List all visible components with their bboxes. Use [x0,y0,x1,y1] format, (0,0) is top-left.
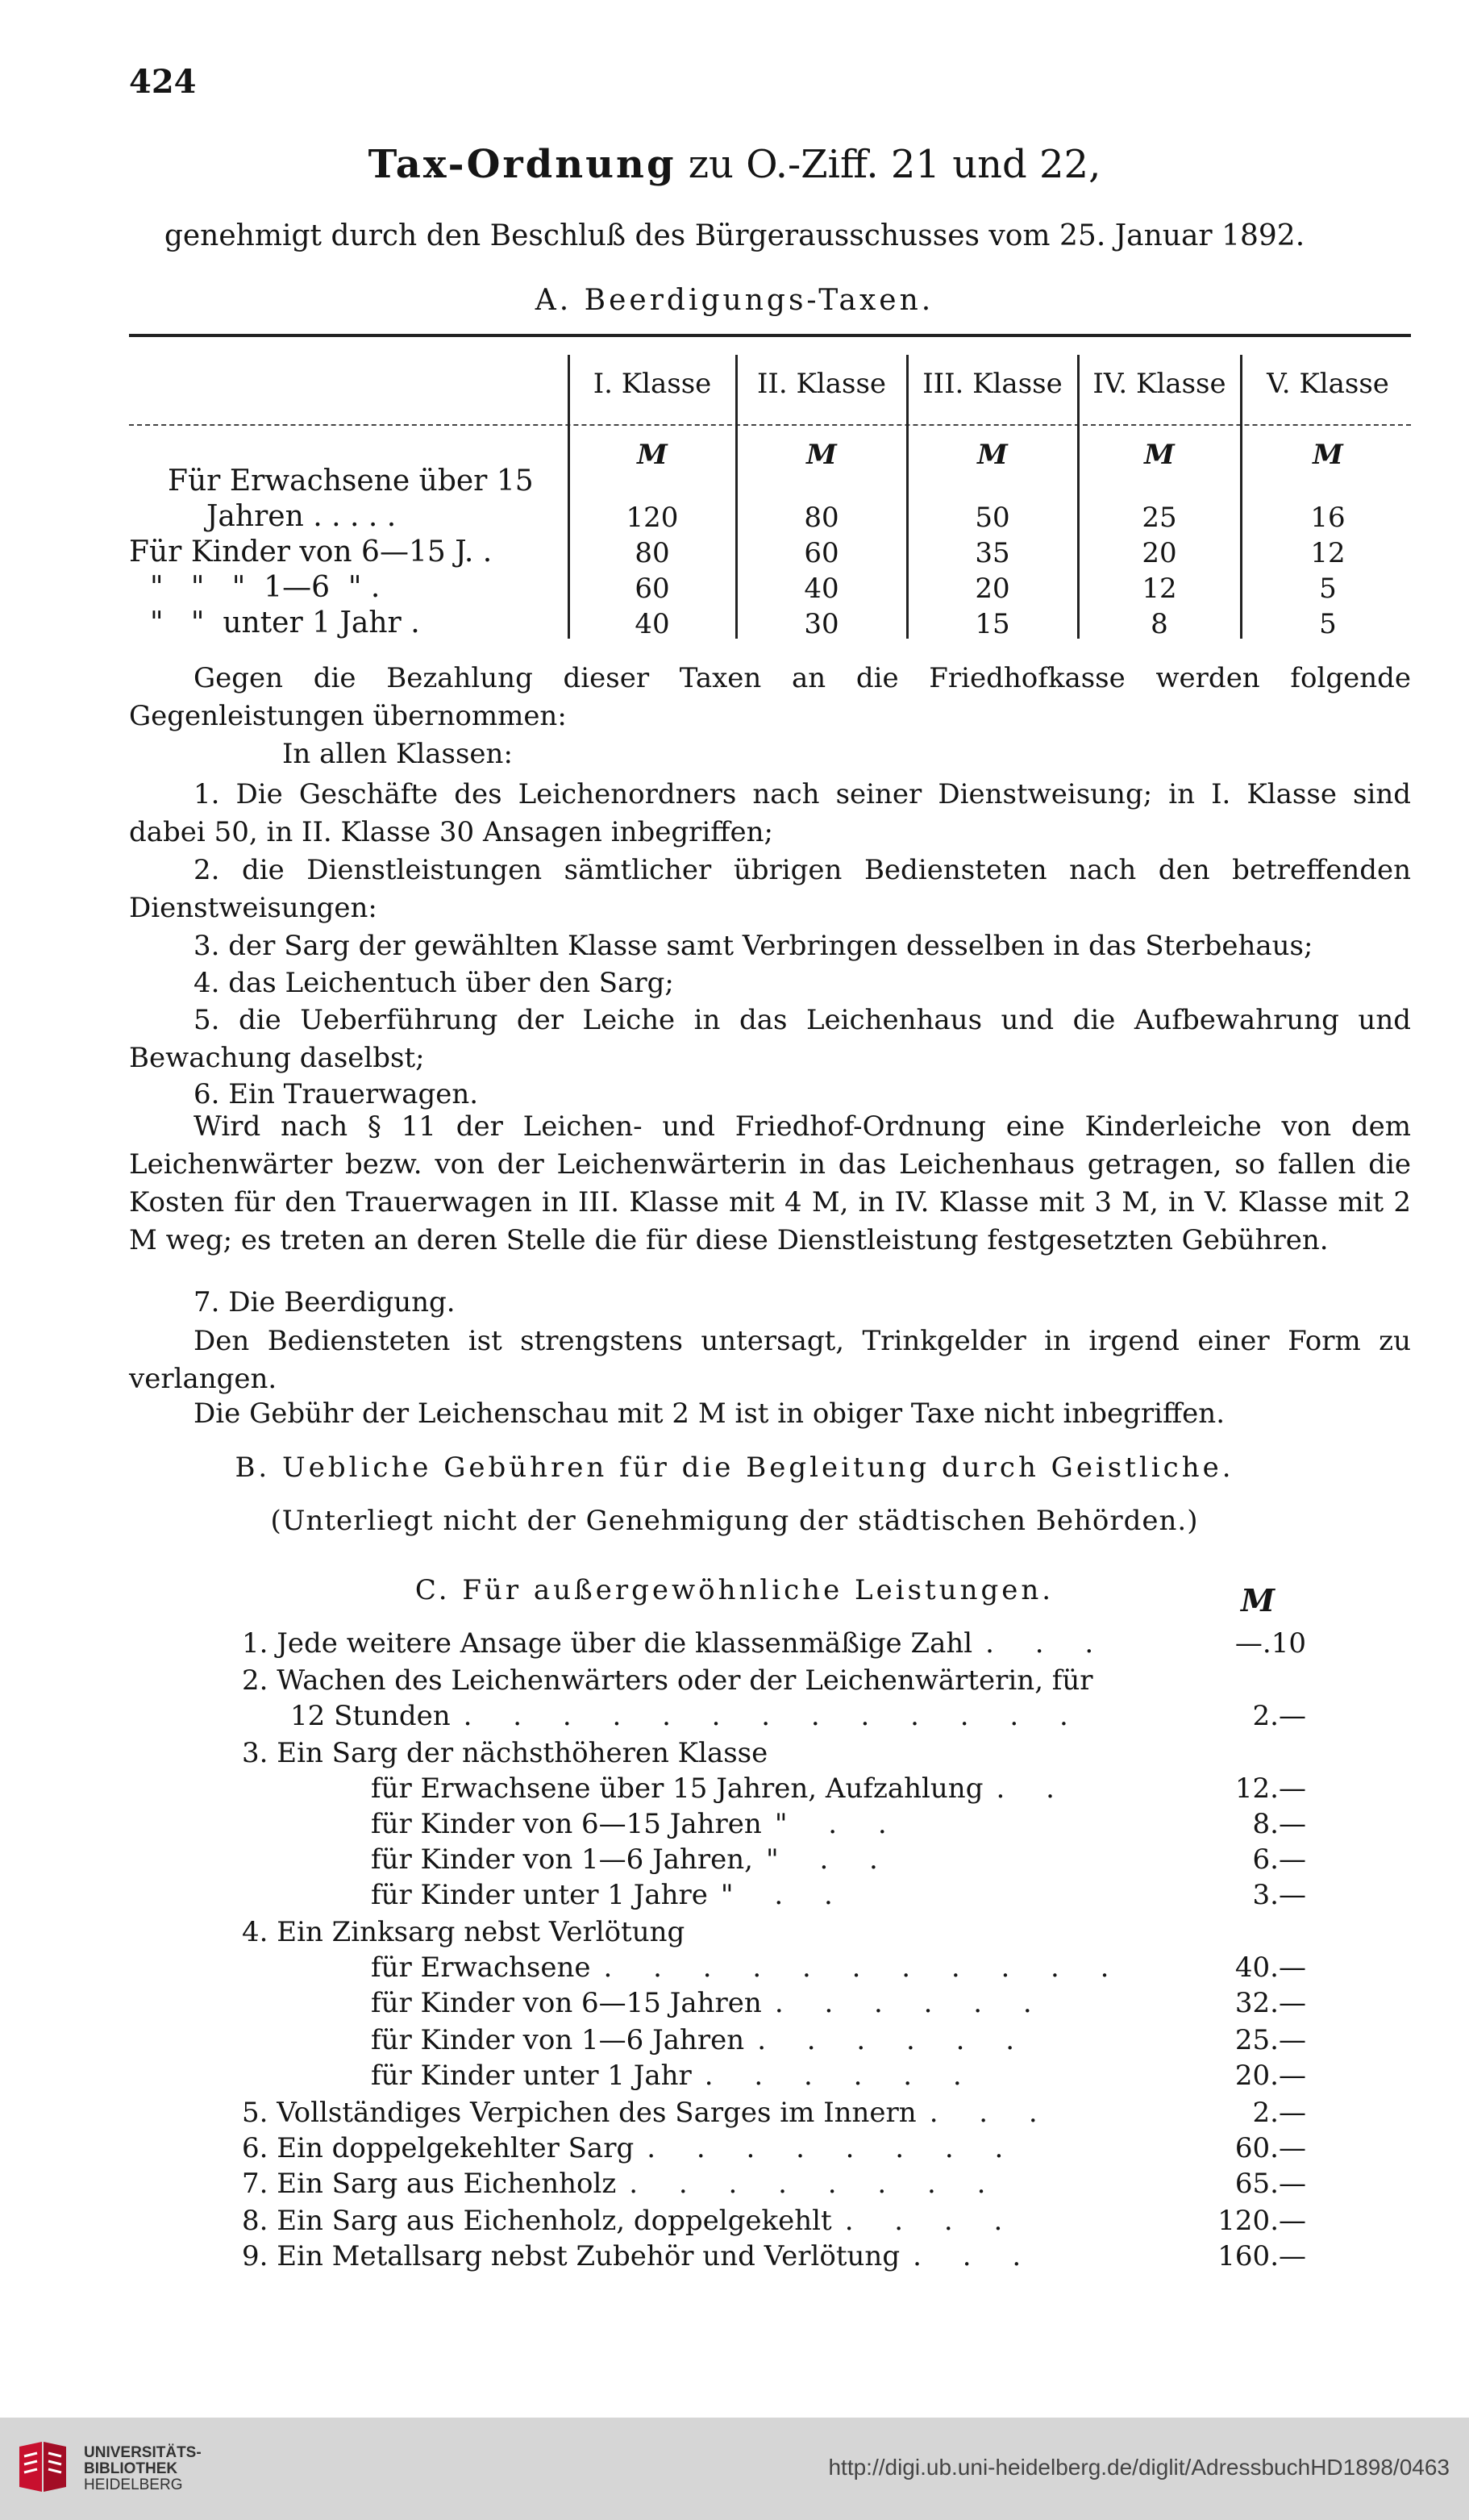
fee-line-value: 120.— [1217,2205,1306,2237]
section-a-title: A. Beerdigungs-Taxen. [535,284,934,317]
list-item: 2. die Dienstleistungen sämtlicher übrigen Bediensteten nach den betreffenden Dienstweisungen: [129,854,1411,924]
fee-line-dots: " . . [720,1879,849,1911]
fee-line [242,2240,1037,2272]
table-cell: 5 [1319,573,1337,605]
table-cell: 40 [635,608,670,640]
fee-line-text: für Kinder von 6—15 Jahren [371,1808,762,1840]
footer-bar [0,2418,1469,2520]
logo-line: BIBLIOTHEK [84,2460,178,2477]
table-cell: 35 [975,537,1010,569]
table-column-separator [906,355,909,639]
fee-line-value: 12.— [1234,1772,1306,1805]
fee-line [242,2097,1054,2129]
fee-line-dots: " . . [774,1808,903,1840]
fee-line-text: 8. Ein Sarg aus Eichenholz, doppelgekehlt [242,2205,832,2237]
fee-line-dots: . . . . . . [757,2024,1031,2056]
fee-line-value: 2.— [1252,1700,1306,1732]
table-column-separator [1077,355,1080,639]
page-title [0,142,1469,187]
fee-line-value: 3.— [1252,1879,1306,1911]
fee-line [371,2060,978,2092]
fee-line-value: 6.— [1252,1843,1306,1876]
table-top-rule [129,334,1411,337]
table-cell: 16 [1310,502,1346,534]
fee-line-value: 60.— [1234,2132,1306,2164]
fee-line [242,1916,685,1948]
table-cell: 12 [1142,573,1177,605]
title-rest: zu O.-Ziff. 21 und 22, [688,142,1101,187]
unit-marker: M [977,439,1008,471]
table-cell: 20 [975,573,1010,605]
fee-line-text: für Kinder von 1—6 Jahren, [371,1843,753,1876]
row-label: Für Erwachsene über 15 [168,464,534,498]
fee-line-text: für Erwachsene [371,1951,591,1984]
table-cell: 5 [1319,608,1337,640]
fee-line-text: für Kinder unter 1 Jahre [371,1879,708,1911]
fee-line-value: 25.— [1234,2024,1306,2056]
fee-line-text: 12 Stunden [290,1700,451,1732]
fee-line-dots: . . . . . . [774,1987,1048,2019]
logo-line: UNIVERSITÄTS- [84,2444,202,2461]
fee-line [371,1879,849,1911]
list-item: 3. der Sarg der gewählten Klasse samt Verbringen desselben in das Sterbehaus; [194,930,1313,962]
unit-marker: M [1313,439,1343,471]
table-cell: 60 [804,537,839,569]
row-label: Für Kinder von 6—15 J. . [129,535,493,569]
intro-paragraph: Gegen die Bezahlung dieser Taxen an die Friedhofkasse werden folgende Gegenleistungen übernommen: [129,662,1411,732]
fee-line [242,2205,1018,2237]
fee-line-dots: . . . . . . [704,2060,978,2092]
title-main: Tax-Ordnung [368,142,676,187]
fee-line-text: für Erwachsene über 15 Jahren, Aufzahlung [371,1772,984,1805]
fee-line-text: für Kinder von 1—6 Jahren [371,2024,745,2056]
column-header: III. Klasse [922,368,1063,400]
list-item: 5. die Ueberführung der Leiche in das Leichenhaus und die Aufbewahrung und Bewachung daselbst; [129,1004,1411,1074]
fee-line [242,1664,1093,1697]
fee-line-value: 40.— [1234,1951,1306,1984]
fee-line [242,2168,1001,2200]
section-c-title: C. Für außergewöhnliche Leistungen. [414,1574,1055,1606]
fee-line-text: 5. Vollständiges Verpichen des Sarges im Innern [242,2097,917,2129]
fee-line-dots: . . . . . . . . . . . . . [463,1700,1084,1732]
table-column-separator [735,355,738,639]
fee-line-dots: . . . [929,2097,1054,2129]
fee-line [242,1737,768,1769]
all-classes-heading: In allen Klassen: [282,738,513,770]
fee-line-text: 9. Ein Metallsarg nebst Zubehör und Verlötung [242,2240,901,2272]
fee-line-value: 2.— [1252,2097,1306,2129]
list-item-note: Wird nach § 11 der Leichen- und Friedhof-Ordnung eine Kinderleiche von dem Leichenwärter bezw. von der Leichenwärterin in das Leichenhaus getragen, so fallen die Kosten für den Trauerwagen in III. Klasse mit 4 M, in IV. Klasse mit 3 M, in V. Klasse mit 2 M weg; es treten an deren Stelle die für diese Dienstleistung festgesetzten Gebühren. [129,1110,1411,1256]
unit-marker: M [637,439,668,471]
table-cell: 120 [626,502,679,534]
logo-text [84,2445,202,2493]
fee-line-text: 4. Ein Zinksarg nebst Verlötung [242,1916,685,1948]
fee-line [371,1772,1071,1805]
column-header: IV. Klasse [1092,368,1226,400]
fee-line [242,1627,1109,1660]
fee-line-value: 8.— [1252,1808,1306,1840]
fee-line-text: 7. Ein Sarg aus Eichenholz [242,2168,617,2200]
table-cell: 30 [804,608,839,640]
row-label: " " unter 1 Jahr . [150,606,420,639]
fee-line-dots: " . . [766,1843,894,1876]
section-b-note: (Unterliegt nicht der Genehmigung der städtischen Behörden.) [270,1505,1199,1537]
fee-line-value: 32.— [1234,1987,1306,2019]
list-item: 1. Die Geschäfte des Leichenordners nach seiner Dienstweisung; in I. Klasse sind dabei 50, in II. Klasse 30 Ansagen inbegriffen; [129,778,1411,848]
table-cell: 40 [804,573,839,605]
column-header: V. Klasse [1267,368,1389,400]
table-cell: 80 [635,537,670,569]
fee-line [290,1700,1084,1732]
fee-line [371,1987,1048,2019]
fee-line [371,2024,1030,2056]
column-header: I. Klasse [593,368,712,400]
fee-line-text: für Kinder unter 1 Jahr [371,2060,692,2092]
fee-line-text: 2. Wachen des Leichenwärters oder der Leichenwärterin, für [242,1664,1093,1697]
table-cell: 25 [1142,502,1177,534]
fee-line-value: 65.— [1234,2168,1306,2200]
fee-line-dots: . . . . . . . . . . . [603,1951,1126,1984]
inspection-paragraph: Die Gebühr der Leichenschau mit 2 M ist in obiger Taxe nicht inbegriffen. [194,1397,1226,1430]
page-subtitle: genehmigt durch den Beschluß des Bürgerausschusses vom 25. Januar 1892. [164,219,1305,252]
table-cell: 80 [804,502,839,534]
fee-line-value: 160.— [1217,2240,1306,2272]
section-b-title: B. Uebliche Gebühren für die Begleitung durch Geistliche. [235,1452,1234,1484]
fee-line-value: —.10 [1234,1627,1306,1660]
ub-heidelberg-logo-icon [15,2439,71,2495]
table-cell: 15 [975,608,1010,640]
tips-paragraph: Den Bediensteten ist strengstens untersagt, Trinkgelder in irgend einer Form zu verlangen. [129,1325,1411,1395]
fee-line-dots: . . . [985,1627,1110,1660]
row-label: " " " 1—6 " . [150,571,381,604]
fee-line-dots: . . . . . . . . [629,2168,1002,2200]
section-c-unit: M [1240,1582,1275,1618]
fee-line-value: 20.— [1234,2060,1306,2092]
fee-line-text: für Kinder von 6—15 Jahren [371,1987,762,2019]
fee-line-dots: . . . . [844,2205,1019,2237]
fee-line [242,2132,1019,2164]
fee-line-text: 3. Ein Sarg der nächsthöheren Klasse [242,1737,768,1769]
row-label: Jahren . . . . . [206,500,397,533]
table-cell: 50 [975,502,1010,534]
list-item: 4. das Leichentuch über den Sarg; [194,967,674,999]
source-url-link[interactable]: http://digi.ub.uni-heidelberg.de/diglit/AdressbuchHD1898/0463 [828,2455,1450,2480]
fee-line-dots: . . . [913,2240,1038,2272]
table-header-rule [129,424,1411,426]
list-item: 7. Die Beerdigung. [194,1286,456,1318]
table-column-separator [568,355,570,639]
fee-line [371,1951,1125,1984]
fee-line-text: 6. Ein doppelgekehlter Sarg [242,2132,635,2164]
page-number: 424 [129,63,197,101]
column-header: II. Klasse [756,368,887,400]
fee-line-dots: . . . . . . . . [647,2132,1020,2164]
fee-line [371,1808,903,1840]
logo-line: HEIDELBERG [84,2476,183,2493]
table-column-separator [1240,355,1242,639]
fee-line-text: 1. Jede weitere Ansage über die klassenmäßige Zahl [242,1627,973,1660]
table-cell: 60 [635,573,670,605]
unit-marker: M [1144,439,1175,471]
fee-line [371,1843,894,1876]
table-cell: 8 [1151,608,1168,640]
unit-marker: M [806,439,837,471]
fee-line-dots: . . [996,1772,1071,1805]
table-cell: 20 [1142,537,1177,569]
table-cell: 12 [1310,537,1346,569]
list-item: 6. Ein Trauerwagen. [194,1078,479,1110]
